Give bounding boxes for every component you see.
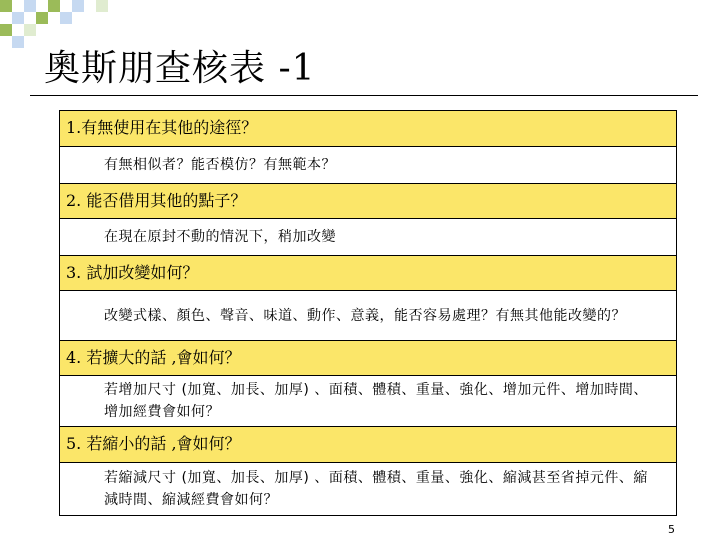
checklist-heading-5: 5. 若縮小的話 ,會如何？ <box>60 427 676 463</box>
title-divider <box>30 95 698 96</box>
checklist-heading-2: 2. 能否借用其他的點子？ <box>60 184 676 219</box>
checklist-detail-5 <box>60 463 676 515</box>
checklist-detail-3 <box>60 291 676 341</box>
checklist-detail-4 <box>60 376 676 427</box>
detail-text: 若增加尺寸 (加寬、加長、加厚) 、面積、體積、重量、強化、增加元件、增加時間、增加經費會如何？ <box>104 382 648 420</box>
checklist-detail-1 <box>60 147 676 184</box>
checklist-table <box>59 110 677 516</box>
detail-text: 在現在原封不動的情況下，稍加改變 <box>104 229 336 245</box>
checklist-heading-1: 1.有無使用在其他的途徑？ <box>60 111 676 147</box>
checklist-detail-2 <box>60 219 676 256</box>
detail-text: 有無相似者？能否模仿？有無範本？ <box>104 157 336 173</box>
checklist-heading-3: 3. 試加改變如何？ <box>60 256 676 291</box>
checklist-heading-4: 4. 若擴大的話 ,會如何？ <box>60 341 676 376</box>
detail-text: 若縮減尺寸 (加寬、加長、加厚) 、面積、體積、重量、強化、縮減甚至省掉元件、縮減時間、縮減經費會如何？ <box>104 470 648 508</box>
slide-title: 奧斯朋查核表 -1 <box>44 48 316 89</box>
detail-text: 改變式樣、顏色、聲音、味道、動作、意義，能否容易處理？有無其他能改變的？ <box>104 307 626 324</box>
page-number: 5 <box>668 523 675 536</box>
